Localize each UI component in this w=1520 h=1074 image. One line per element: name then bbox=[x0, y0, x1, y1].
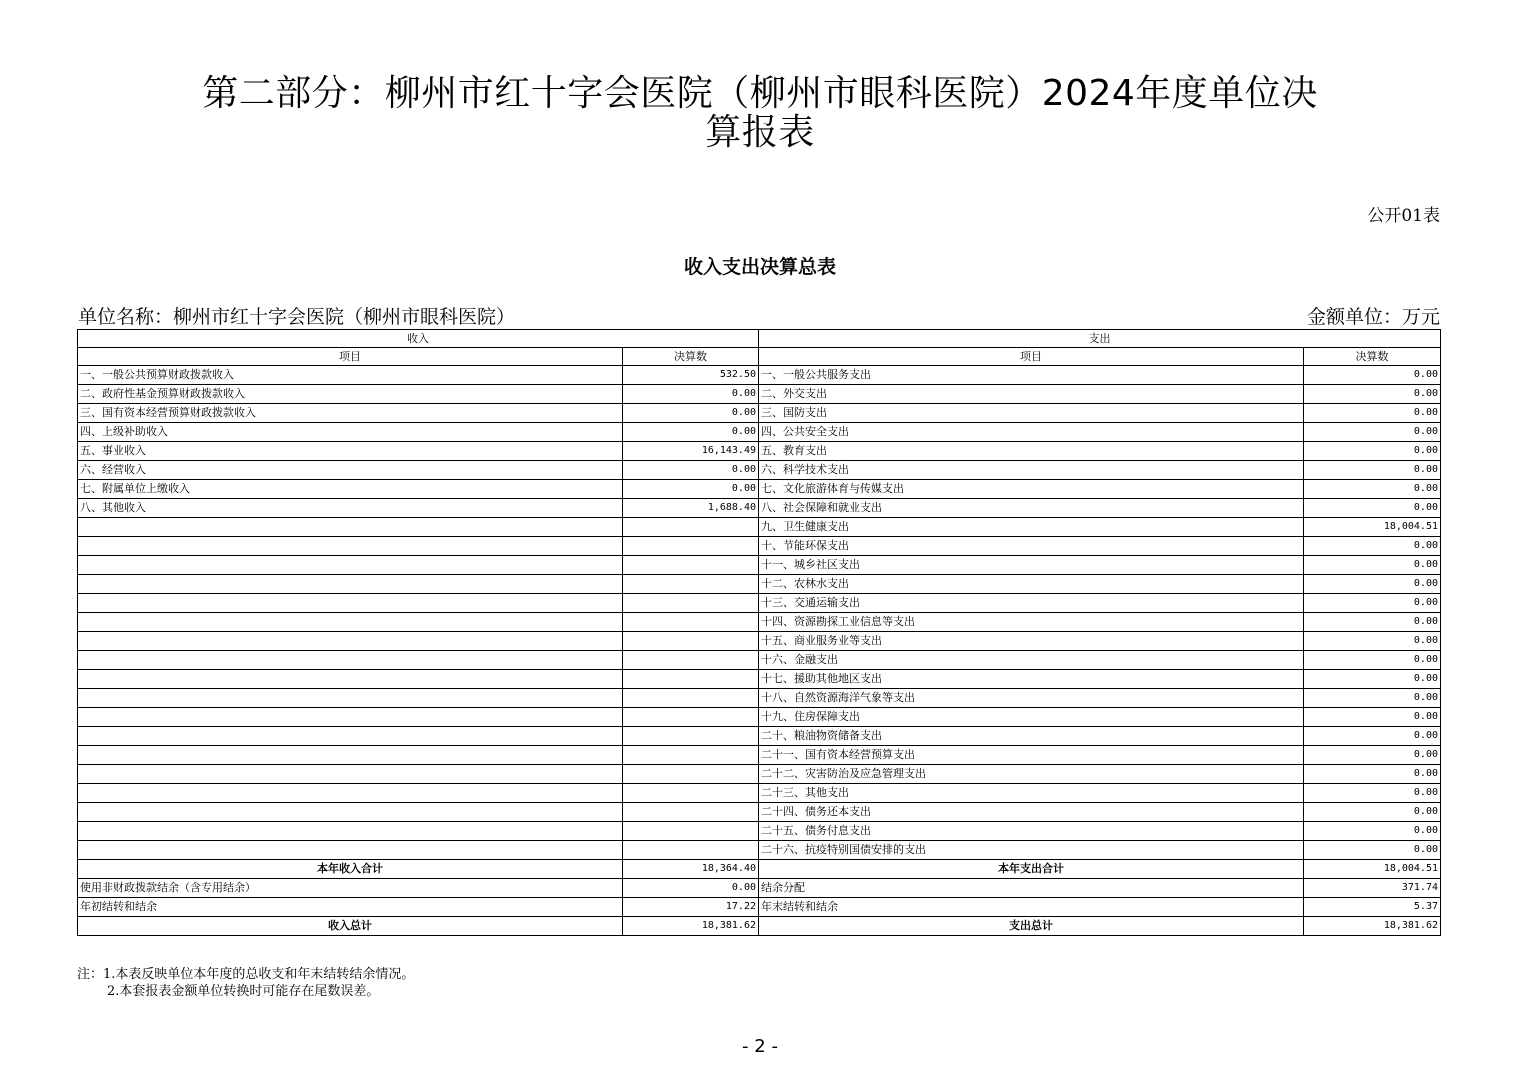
income-amount-cell bbox=[623, 518, 759, 537]
table-row bbox=[78, 841, 1441, 860]
table-row bbox=[78, 575, 1441, 594]
income-item-cell bbox=[78, 575, 623, 594]
income-amount-cell: 16,143.49 bbox=[623, 442, 759, 461]
table-row bbox=[78, 537, 1441, 556]
income-item-cell bbox=[78, 613, 623, 632]
subtotal-row bbox=[78, 860, 1441, 879]
expense-amount-cell: 0.00 bbox=[1304, 784, 1441, 803]
expense-amount-cell: 0.00 bbox=[1304, 499, 1441, 518]
expense-amount-cell: 0.00 bbox=[1304, 727, 1441, 746]
table-row bbox=[78, 803, 1441, 822]
income-item-cell bbox=[78, 803, 623, 822]
income-amount-header: 决算数 bbox=[623, 348, 759, 366]
table-row bbox=[78, 822, 1441, 841]
income-amount-cell: 1,688.40 bbox=[623, 499, 759, 518]
expense-item-cell: 二十五、债务付息支出 bbox=[759, 822, 1304, 841]
expense-header: 支出 bbox=[759, 330, 1441, 348]
expense-amount-cell: 0.00 bbox=[1304, 480, 1441, 499]
table-row bbox=[78, 708, 1441, 727]
income-item-cell: 七、附属单位上缴收入 bbox=[78, 480, 623, 499]
expense-item-cell: 十三、交通运输支出 bbox=[759, 594, 1304, 613]
income-item-cell bbox=[78, 518, 623, 537]
income-item-cell: 一、一般公共预算财政拨款收入 bbox=[78, 366, 623, 385]
table-row bbox=[78, 613, 1441, 632]
income-item-cell: 四、上级补助收入 bbox=[78, 423, 623, 442]
income-amount-cell: 0.00 bbox=[623, 480, 759, 499]
note-1: 注：1.本表反映单位本年度的总收支和年末结转结余情况。 bbox=[77, 967, 415, 982]
expense-amount-cell: 0.00 bbox=[1304, 803, 1441, 822]
expense-item-cell: 十六、金融支出 bbox=[759, 651, 1304, 670]
income-amount-cell: 532.50 bbox=[623, 366, 759, 385]
expense-amount-cell: 0.00 bbox=[1304, 822, 1441, 841]
table-row bbox=[78, 765, 1441, 784]
expense-item-cell: 二十二、灾害防治及应急管理支出 bbox=[759, 765, 1304, 784]
table-row bbox=[78, 423, 1441, 442]
income-item-cell: 年初结转和结余 bbox=[78, 898, 623, 917]
table-row bbox=[78, 442, 1441, 461]
income-amount-cell bbox=[623, 537, 759, 556]
expense-amount-cell: 0.00 bbox=[1304, 385, 1441, 404]
expense-item-cell: 七、文化旅游体育与传媒支出 bbox=[759, 480, 1304, 499]
expense-item-cell: 本年支出合计 bbox=[759, 860, 1304, 879]
income-item-cell: 收入总计 bbox=[78, 917, 623, 936]
income-item-cell bbox=[78, 594, 623, 613]
table-row bbox=[78, 689, 1441, 708]
expense-item-cell: 六、科学技术支出 bbox=[759, 461, 1304, 480]
income-item-cell: 五、事业收入 bbox=[78, 442, 623, 461]
expense-item-cell: 十、节能环保支出 bbox=[759, 537, 1304, 556]
amount-unit: 金额单位：万元 bbox=[1306, 306, 1440, 328]
income-item-header: 项目 bbox=[78, 348, 623, 366]
expense-amount-cell: 0.00 bbox=[1304, 670, 1441, 689]
page-number: - 2 - bbox=[742, 1036, 778, 1057]
expense-amount-cell: 5.37 bbox=[1304, 898, 1441, 917]
income-item-cell: 三、国有资本经营预算财政拨款收入 bbox=[78, 404, 623, 423]
table-row bbox=[78, 898, 1441, 917]
expense-item-cell: 二十四、债务还本支出 bbox=[759, 803, 1304, 822]
expense-amount-cell: 0.00 bbox=[1304, 613, 1441, 632]
income-header: 收入 bbox=[78, 330, 759, 348]
expense-item-cell: 五、教育支出 bbox=[759, 442, 1304, 461]
expense-amount-cell: 0.00 bbox=[1304, 708, 1441, 727]
page-title bbox=[60, 74, 1460, 152]
income-item-cell bbox=[78, 746, 623, 765]
expense-item-cell: 四、公共安全支出 bbox=[759, 423, 1304, 442]
expense-item-header: 项目 bbox=[759, 348, 1304, 366]
expense-amount-cell: 0.00 bbox=[1304, 442, 1441, 461]
income-amount-cell: 0.00 bbox=[623, 423, 759, 442]
income-amount-cell bbox=[623, 708, 759, 727]
income-amount-cell bbox=[623, 651, 759, 670]
income-amount-cell: 17.22 bbox=[623, 898, 759, 917]
income-amount-cell bbox=[623, 594, 759, 613]
table-row bbox=[78, 461, 1441, 480]
income-amount-cell: 0.00 bbox=[623, 879, 759, 898]
header-row-group bbox=[78, 330, 1441, 348]
income-amount-cell bbox=[623, 765, 759, 784]
income-item-cell bbox=[78, 689, 623, 708]
income-amount-cell bbox=[623, 689, 759, 708]
expense-amount-cell: 0.00 bbox=[1304, 556, 1441, 575]
expense-item-cell: 三、国防支出 bbox=[759, 404, 1304, 423]
table-row bbox=[78, 556, 1441, 575]
income-amount-cell: 18,364.40 bbox=[623, 860, 759, 879]
expense-item-cell: 十八、自然资源海洋气象等支出 bbox=[759, 689, 1304, 708]
income-amount-cell bbox=[623, 803, 759, 822]
expense-amount-cell: 0.00 bbox=[1304, 461, 1441, 480]
income-item-cell: 二、政府性基金预算财政拨款收入 bbox=[78, 385, 623, 404]
budget-table bbox=[77, 329, 1441, 936]
note-2: 2.本套报表金额单位转换时可能存在尾数误差。 bbox=[107, 984, 380, 999]
notes bbox=[77, 966, 414, 1000]
expense-amount-cell: 0.00 bbox=[1304, 746, 1441, 765]
expense-amount-header: 决算数 bbox=[1304, 348, 1441, 366]
income-item-cell: 本年收入合计 bbox=[78, 860, 623, 879]
income-amount-cell bbox=[623, 632, 759, 651]
table-row bbox=[78, 746, 1441, 765]
expense-amount-cell: 0.00 bbox=[1304, 404, 1441, 423]
expense-amount-cell: 371.74 bbox=[1304, 879, 1441, 898]
table-row bbox=[78, 670, 1441, 689]
income-item-cell bbox=[78, 651, 623, 670]
expense-item-cell: 十七、援助其他地区支出 bbox=[759, 670, 1304, 689]
title-line-1: 第二部分：柳州市红十字会医院（柳州市眼科医院）2024年度单位决 bbox=[202, 73, 1318, 114]
expense-amount-cell: 0.00 bbox=[1304, 841, 1441, 860]
table-row bbox=[78, 879, 1441, 898]
title-line-2: 算报表 bbox=[705, 112, 815, 153]
expense-amount-cell: 0.00 bbox=[1304, 594, 1441, 613]
income-item-cell bbox=[78, 727, 623, 746]
table-row bbox=[78, 404, 1441, 423]
expense-item-cell: 年末结转和结余 bbox=[759, 898, 1304, 917]
expense-amount-cell: 0.00 bbox=[1304, 651, 1441, 670]
income-item-cell bbox=[78, 556, 623, 575]
table-row bbox=[78, 366, 1441, 385]
header-row-columns bbox=[78, 348, 1441, 366]
income-item-cell: 八、其他收入 bbox=[78, 499, 623, 518]
table-row bbox=[78, 594, 1441, 613]
form-number: 公开01表 bbox=[1367, 206, 1440, 226]
income-item-cell: 六、经营收入 bbox=[78, 461, 623, 480]
expense-amount-cell: 0.00 bbox=[1304, 537, 1441, 556]
table-row bbox=[78, 727, 1441, 746]
expense-item-cell: 结余分配 bbox=[759, 879, 1304, 898]
income-item-cell bbox=[78, 670, 623, 689]
table-row bbox=[78, 651, 1441, 670]
expense-item-cell: 十四、资源勘探工业信息等支出 bbox=[759, 613, 1304, 632]
expense-amount-cell: 0.00 bbox=[1304, 366, 1441, 385]
expense-item-cell: 二十、粮油物资储备支出 bbox=[759, 727, 1304, 746]
expense-amount-cell: 0.00 bbox=[1304, 423, 1441, 442]
table-row bbox=[78, 499, 1441, 518]
expense-item-cell: 二、外交支出 bbox=[759, 385, 1304, 404]
table-row bbox=[78, 385, 1441, 404]
total-row bbox=[78, 917, 1441, 936]
income-item-cell bbox=[78, 537, 623, 556]
expense-amount-cell: 0.00 bbox=[1304, 765, 1441, 784]
expense-item-cell: 十五、商业服务业等支出 bbox=[759, 632, 1304, 651]
income-item-cell bbox=[78, 822, 623, 841]
table-row bbox=[78, 518, 1441, 537]
expense-amount-cell: 18,004.51 bbox=[1304, 860, 1441, 879]
expense-item-cell: 十一、城乡社区支出 bbox=[759, 556, 1304, 575]
income-amount-cell bbox=[623, 556, 759, 575]
table-row bbox=[78, 480, 1441, 499]
income-item-cell bbox=[78, 632, 623, 651]
unit-name: 单位名称：柳州市红十字会医院（柳州市眼科医院） bbox=[78, 306, 516, 328]
table-row bbox=[78, 784, 1441, 803]
income-amount-cell bbox=[623, 575, 759, 594]
expense-item-cell: 一、一般公共服务支出 bbox=[759, 366, 1304, 385]
income-item-cell bbox=[78, 708, 623, 727]
income-item-cell bbox=[78, 765, 623, 784]
income-amount-cell: 18,381.62 bbox=[623, 917, 759, 936]
expense-item-cell: 二十六、抗疫特别国债安排的支出 bbox=[759, 841, 1304, 860]
expense-item-cell: 八、社会保障和就业支出 bbox=[759, 499, 1304, 518]
table-row bbox=[78, 632, 1441, 651]
expense-amount-cell: 18,381.62 bbox=[1304, 917, 1441, 936]
expense-item-cell: 十二、农林水支出 bbox=[759, 575, 1304, 594]
income-amount-cell bbox=[623, 841, 759, 860]
income-amount-cell bbox=[623, 727, 759, 746]
table-title: 收入支出决算总表 bbox=[683, 256, 836, 278]
expense-item-cell: 二十三、其他支出 bbox=[759, 784, 1304, 803]
expense-item-cell: 二十一、国有资本经营预算支出 bbox=[759, 746, 1304, 765]
income-item-cell: 使用非财政拨款结余（含专用结余） bbox=[78, 879, 623, 898]
expense-item-cell: 支出总计 bbox=[759, 917, 1304, 936]
income-amount-cell bbox=[623, 613, 759, 632]
expense-amount-cell: 0.00 bbox=[1304, 575, 1441, 594]
income-amount-cell: 0.00 bbox=[623, 404, 759, 423]
income-amount-cell bbox=[623, 784, 759, 803]
expense-item-cell: 九、卫生健康支出 bbox=[759, 518, 1304, 537]
expense-amount-cell: 0.00 bbox=[1304, 632, 1441, 651]
income-item-cell bbox=[78, 784, 623, 803]
expense-amount-cell: 18,004.51 bbox=[1304, 518, 1441, 537]
income-amount-cell bbox=[623, 822, 759, 841]
budget-table-body bbox=[78, 330, 1441, 936]
income-amount-cell: 0.00 bbox=[623, 385, 759, 404]
income-amount-cell: 0.00 bbox=[623, 461, 759, 480]
income-amount-cell bbox=[623, 746, 759, 765]
expense-amount-cell: 0.00 bbox=[1304, 689, 1441, 708]
income-item-cell bbox=[78, 841, 623, 860]
income-amount-cell bbox=[623, 670, 759, 689]
expense-item-cell: 十九、住房保障支出 bbox=[759, 708, 1304, 727]
